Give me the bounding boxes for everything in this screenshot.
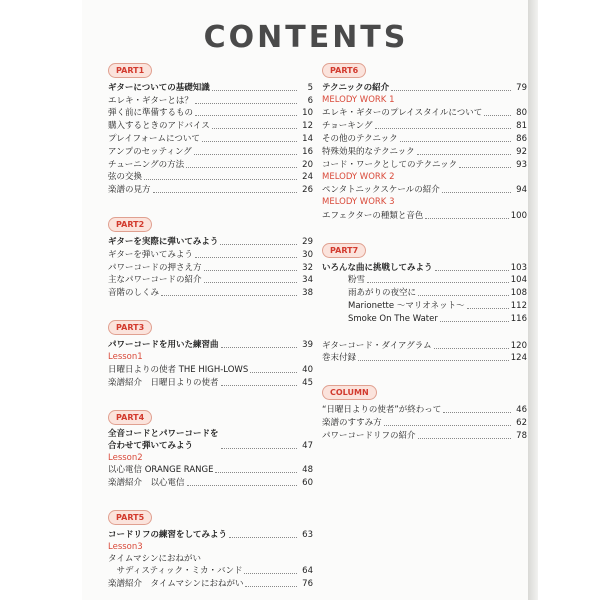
toc-entry[interactable] bbox=[108, 261, 313, 274]
entry-title: パワーコードを用いた練習曲 bbox=[108, 339, 219, 350]
entry-title: “日曜日よりの使者”が終わって bbox=[322, 405, 442, 416]
entry-title: 購入するときのアドバイス bbox=[108, 121, 210, 132]
toc-entry[interactable] bbox=[108, 183, 313, 196]
toc-entry[interactable] bbox=[322, 352, 527, 365]
toc-entry[interactable] bbox=[322, 403, 527, 416]
page-number: 63 bbox=[302, 529, 313, 540]
melody-work-label: MELODY WORK 3 bbox=[322, 197, 395, 208]
part-badge: PART7 bbox=[322, 243, 366, 258]
entry-title: エレキ・ギターとは？ bbox=[108, 95, 193, 106]
toc-entry[interactable] bbox=[322, 429, 527, 442]
leader-dots bbox=[440, 321, 509, 322]
leader-dots bbox=[384, 425, 511, 426]
toc-chapter-entry[interactable] bbox=[108, 235, 313, 248]
toc-entry[interactable] bbox=[108, 94, 313, 107]
toc-left-column bbox=[108, 58, 313, 606]
entry-title: 雨あがりの夜空に bbox=[348, 288, 417, 299]
page-number: 94 bbox=[516, 185, 527, 196]
page-number: 104 bbox=[510, 275, 527, 286]
entry-title: テクニックの紹介 bbox=[322, 82, 390, 93]
toc-entry[interactable] bbox=[322, 158, 527, 171]
page-number: 81 bbox=[516, 121, 527, 132]
leader-dots bbox=[434, 348, 509, 349]
leader-dots bbox=[161, 295, 297, 296]
part-badge: PART4 bbox=[108, 410, 152, 425]
entry-title: コードリフの練習をしてみよう bbox=[108, 529, 228, 540]
page-number: 34 bbox=[302, 275, 313, 286]
page-number: 48 bbox=[302, 465, 313, 476]
toc-entry[interactable] bbox=[322, 183, 527, 196]
entry-title: 巻末付録 bbox=[322, 353, 357, 364]
entry-title: いろんな曲に挑戦してみよう bbox=[322, 262, 433, 273]
page-number: 80 bbox=[516, 108, 527, 119]
leader-dots bbox=[202, 141, 297, 142]
entry-title: 主なパワーコードの紹介 bbox=[108, 275, 202, 286]
toc-entry[interactable] bbox=[322, 107, 527, 120]
leader-dots bbox=[417, 154, 511, 155]
page-number: 30 bbox=[302, 249, 313, 260]
entry-title: チョーキング bbox=[322, 121, 373, 132]
toc-section bbox=[108, 315, 313, 388]
toc-entry[interactable] bbox=[108, 464, 313, 477]
toc-section bbox=[108, 505, 313, 590]
toc-section bbox=[108, 212, 313, 299]
leader-dots bbox=[442, 192, 511, 193]
leader-dots bbox=[443, 412, 511, 413]
toc-entry[interactable] bbox=[322, 132, 527, 145]
entry-title: Marionette ～マリオネット～ bbox=[348, 300, 465, 311]
leader-dots bbox=[418, 438, 511, 439]
melody-work-label: MELODY WORK 1 bbox=[322, 94, 395, 105]
entry-title: 楽譜紹介 タイムマシンにおねがい bbox=[108, 578, 244, 589]
page-number: 108 bbox=[510, 288, 527, 299]
entry-title: ギターを実際に弾いてみよう bbox=[108, 236, 219, 247]
toc-entry[interactable] bbox=[108, 553, 313, 577]
toc-entry[interactable] bbox=[108, 376, 313, 389]
leader-dots bbox=[425, 218, 508, 219]
toc-entry[interactable] bbox=[322, 312, 527, 325]
melody-work-label: MELODY WORK 2 bbox=[322, 171, 395, 182]
entry-title: その他のテクニック bbox=[322, 133, 398, 144]
leader-dots bbox=[467, 308, 509, 309]
lesson-label: Lesson1 bbox=[108, 351, 143, 362]
leader-dots bbox=[153, 192, 297, 193]
page-edge-shadow bbox=[528, 0, 538, 600]
page-number: 79 bbox=[516, 82, 527, 93]
entry-title bbox=[108, 553, 242, 577]
toc-chapter-entry[interactable] bbox=[108, 81, 313, 94]
toc-entry[interactable] bbox=[108, 248, 313, 261]
entry-title: アンプのセッティング bbox=[108, 146, 192, 157]
entry-title: 粉雪 bbox=[348, 275, 366, 286]
toc-entry[interactable] bbox=[322, 299, 527, 312]
leader-dots bbox=[391, 90, 511, 91]
toc-chapter-entry[interactable] bbox=[322, 261, 527, 274]
leader-dots bbox=[229, 537, 297, 538]
toc-entry[interactable] bbox=[322, 416, 527, 429]
toc-entry[interactable] bbox=[108, 145, 313, 158]
leader-dots bbox=[250, 372, 297, 373]
page-number: 92 bbox=[516, 146, 527, 157]
part-badge: PART6 bbox=[322, 63, 366, 78]
leader-dots bbox=[244, 573, 297, 574]
toc-entry[interactable] bbox=[108, 363, 313, 376]
toc-right-column bbox=[322, 58, 527, 458]
page-number: 116 bbox=[510, 313, 527, 324]
part-badge: PART3 bbox=[108, 320, 152, 335]
toc-entry[interactable] bbox=[322, 286, 527, 299]
leader-dots bbox=[220, 244, 297, 245]
leader-dots bbox=[212, 90, 297, 91]
toc-chapter-entry[interactable] bbox=[108, 338, 313, 351]
entry-title: エフェクターの種類と音色 bbox=[322, 210, 424, 221]
page-number: 5 bbox=[307, 82, 313, 93]
leader-dots bbox=[400, 141, 511, 142]
entry-title: 音階のしくみ bbox=[108, 288, 160, 299]
entry-title: パワーコードリフの紹介 bbox=[322, 430, 416, 441]
entry-title: ペンタトニックスケールの紹介 bbox=[322, 185, 440, 196]
lesson-label: Lesson3 bbox=[108, 541, 143, 552]
page-number: 62 bbox=[516, 417, 527, 428]
entry-title: コード・ワークとしてのテクニック bbox=[322, 159, 458, 170]
leader-dots bbox=[435, 270, 509, 271]
page-number: 78 bbox=[516, 430, 527, 441]
entry-title: 楽譜紹介 以心電信 bbox=[108, 478, 185, 489]
leader-dots bbox=[195, 115, 297, 116]
entry-title: プレイフォームについて bbox=[108, 133, 200, 144]
leader-dots bbox=[187, 485, 297, 486]
part-badge: PART2 bbox=[108, 217, 152, 232]
entry-title: 以心電信 ORANGE RANGE bbox=[108, 465, 214, 476]
toc-chapter-entry[interactable] bbox=[108, 428, 313, 452]
page-number: 103 bbox=[510, 262, 527, 273]
entry-title: 特殊効果的なテクニック bbox=[322, 146, 415, 157]
part-badge: COLUMN bbox=[322, 385, 377, 400]
toc-section bbox=[108, 405, 313, 490]
entry-title: 弾く前に準備するもの bbox=[108, 108, 194, 119]
entry-title: ギターコード・ダイアグラム bbox=[322, 340, 432, 351]
leader-dots bbox=[221, 347, 297, 348]
leader-dots bbox=[367, 282, 509, 283]
page-number: 100 bbox=[510, 210, 527, 221]
entry-title: 楽譜の見方 bbox=[108, 185, 151, 196]
toc-entry[interactable] bbox=[322, 209, 527, 222]
leader-dots bbox=[195, 103, 297, 104]
part-badge: PART5 bbox=[108, 510, 152, 525]
leader-dots bbox=[194, 154, 297, 155]
leader-dots bbox=[375, 128, 512, 129]
page-number: 32 bbox=[302, 262, 313, 273]
toc-entry[interactable] bbox=[108, 132, 313, 145]
page-number: 46 bbox=[516, 405, 527, 416]
entry-title-line: タイムマシンにおねがい bbox=[108, 553, 201, 564]
leader-dots bbox=[221, 385, 297, 386]
page-number: 60 bbox=[302, 478, 313, 489]
toc-section bbox=[322, 380, 527, 441]
entry-title: 楽譜のすすみ方 bbox=[322, 417, 382, 428]
toc-entry[interactable] bbox=[108, 274, 313, 287]
entry-title-line: サディスティック・ミカ・バンド bbox=[108, 565, 243, 576]
lesson-label: Lesson2 bbox=[108, 452, 143, 463]
toc-section bbox=[322, 238, 527, 365]
page-number: 39 bbox=[302, 339, 313, 350]
entry-title: 日曜日よりの使者 THE HIGH-LOWS bbox=[108, 364, 249, 375]
leader-dots bbox=[215, 472, 297, 473]
entry-title: エレキ・ギターのプレイスタイルについて bbox=[322, 108, 483, 119]
page-number: 124 bbox=[510, 353, 527, 364]
toc-entry[interactable] bbox=[322, 145, 527, 158]
leader-dots bbox=[358, 360, 509, 361]
page-number: 47 bbox=[302, 440, 313, 451]
toc-section bbox=[322, 58, 527, 222]
leader-dots bbox=[186, 167, 297, 168]
entry-title: ギターを弾いてみよう bbox=[108, 249, 193, 260]
page-number: 38 bbox=[302, 288, 313, 299]
leader-dots bbox=[418, 295, 509, 296]
leader-dots bbox=[459, 167, 511, 168]
page-number: 16 bbox=[302, 146, 313, 157]
page-number: 24 bbox=[302, 172, 313, 183]
toc-entry[interactable] bbox=[322, 119, 527, 132]
page-number: 76 bbox=[302, 578, 313, 589]
leader-dots bbox=[245, 586, 297, 587]
toc-entry[interactable] bbox=[108, 286, 313, 299]
toc-entry[interactable] bbox=[322, 274, 527, 287]
page-number: 40 bbox=[302, 364, 313, 375]
leader-dots bbox=[195, 257, 297, 258]
entry-title: Smoke On The Water bbox=[348, 313, 438, 324]
leader-dots bbox=[204, 270, 297, 271]
entry-title-line: 合わせて弾いてみよう bbox=[108, 440, 194, 451]
page-number: 120 bbox=[510, 340, 527, 351]
toc-entry[interactable] bbox=[108, 158, 313, 171]
leader-dots bbox=[204, 282, 297, 283]
page-number: 6 bbox=[307, 95, 313, 106]
toc-entry[interactable] bbox=[322, 339, 527, 352]
page-number: 93 bbox=[516, 159, 527, 170]
entry-title-line: 全音コードとパワーコードを bbox=[108, 428, 219, 439]
page-number: 112 bbox=[510, 300, 527, 311]
entry-title: チューニングの方法 bbox=[108, 159, 185, 170]
toc-entry[interactable] bbox=[108, 119, 313, 132]
toc-entry[interactable] bbox=[108, 171, 313, 184]
page-number: 12 bbox=[302, 121, 313, 132]
entry-title: 楽譜紹介 日曜日よりの使者 bbox=[108, 377, 219, 388]
toc-entry[interactable] bbox=[108, 107, 313, 120]
leader-dots bbox=[221, 448, 297, 449]
page-number: 14 bbox=[302, 133, 313, 144]
leader-dots bbox=[212, 128, 297, 129]
leader-dots bbox=[144, 179, 297, 180]
page-number: 10 bbox=[302, 108, 313, 119]
page-number: 26 bbox=[302, 185, 313, 196]
spacer bbox=[322, 325, 527, 339]
entry-title bbox=[108, 428, 219, 452]
page-number: 86 bbox=[516, 133, 527, 144]
part-badge: PART1 bbox=[108, 63, 152, 78]
page-number: 45 bbox=[302, 377, 313, 388]
entry-title: 弦の交換 bbox=[108, 172, 143, 183]
page-number: 29 bbox=[302, 236, 313, 247]
toc-entry[interactable] bbox=[108, 577, 313, 590]
toc-section bbox=[108, 58, 313, 196]
page-number: 20 bbox=[302, 159, 313, 170]
entry-title: パワーコードの押さえ方 bbox=[108, 262, 202, 273]
toc-chapter-entry[interactable] bbox=[108, 528, 313, 541]
toc-entry[interactable] bbox=[108, 476, 313, 489]
page-number: 64 bbox=[302, 565, 313, 576]
leader-dots bbox=[484, 115, 511, 116]
toc-chapter-entry[interactable] bbox=[322, 81, 527, 94]
entry-title: ギターについての基礎知識 bbox=[108, 82, 210, 93]
contents-title: CONTENTS bbox=[203, 20, 409, 55]
